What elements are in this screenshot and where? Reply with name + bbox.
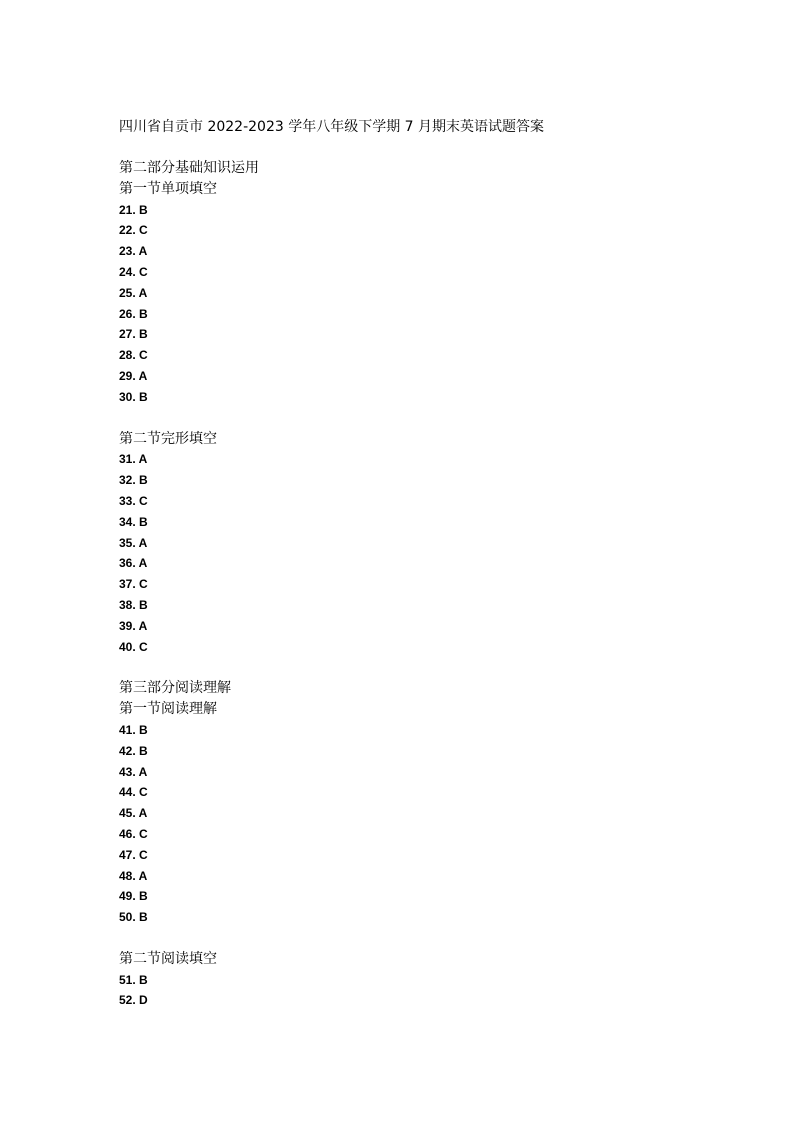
part-3-section-1-heading: 第一节阅读理解 (119, 701, 217, 718)
answer-item: 21. B (119, 202, 148, 217)
part-2-heading: 第二部分基础知识运用 (119, 160, 259, 176)
document-title: 四川省自贡市 2022-2023 学年八年级下学期 7 月期末英语试题答案 (119, 119, 545, 135)
part-2-section-1-heading: 第一节单项填空 (119, 180, 217, 197)
answer-item: 45. A (119, 806, 148, 821)
blank-line (119, 408, 739, 429)
part-2-section-1-answers (119, 200, 739, 408)
answer-item: 51. B (119, 972, 148, 987)
answer-item: 39. A (119, 618, 148, 633)
part-2 (119, 158, 739, 678)
answer-item: 43. A (119, 764, 148, 779)
part-3-section-2-heading: 第二节阅读填空 (119, 950, 217, 967)
answer-item: 47. C (119, 847, 148, 862)
answer-item: 38. B (119, 597, 148, 612)
blank-line (119, 928, 739, 949)
answer-item: 29. A (119, 368, 148, 383)
answer-item: 46. C (119, 826, 148, 841)
answer-item: 44. C (119, 785, 148, 800)
blank-line (119, 137, 739, 158)
answer-item: 25. A (119, 285, 148, 300)
answer-item: 32. B (119, 473, 148, 488)
answer-item: 23. A (119, 244, 148, 259)
answer-item: 33. C (119, 493, 148, 508)
part-3-section-1-answers (119, 720, 739, 928)
answer-item: 41. B (119, 722, 148, 737)
answer-item: 30. B (119, 389, 148, 404)
answer-item: 49. B (119, 889, 148, 904)
document-content (119, 117, 739, 1011)
answer-item: 28. C (119, 348, 148, 363)
part-2-section-2-answers (119, 449, 739, 657)
answer-item: 50. B (119, 910, 148, 925)
part-3 (119, 678, 739, 1011)
answer-item: 42. B (119, 743, 148, 758)
answer-item: 27. B (119, 327, 148, 342)
answer-item: 40. C (119, 639, 148, 654)
answer-item: 22. C (119, 223, 148, 238)
answer-item: 52. D (119, 993, 148, 1008)
answer-item: 48. A (119, 868, 148, 883)
part-2-section-2-heading: 第二节完形填空 (119, 430, 217, 447)
part-3-heading: 第三部分阅读理解 (119, 680, 231, 697)
part-3-section-2-answers (119, 970, 739, 1012)
answer-item: 24. C (119, 264, 148, 279)
answer-item: 31. A (119, 452, 148, 467)
answer-item: 36. A (119, 556, 148, 571)
answer-item: 34. B (119, 514, 148, 529)
blank-line (119, 657, 739, 678)
answer-item: 37. C (119, 577, 148, 592)
answer-item: 26. B (119, 306, 148, 321)
answer-item: 35. A (119, 535, 148, 550)
